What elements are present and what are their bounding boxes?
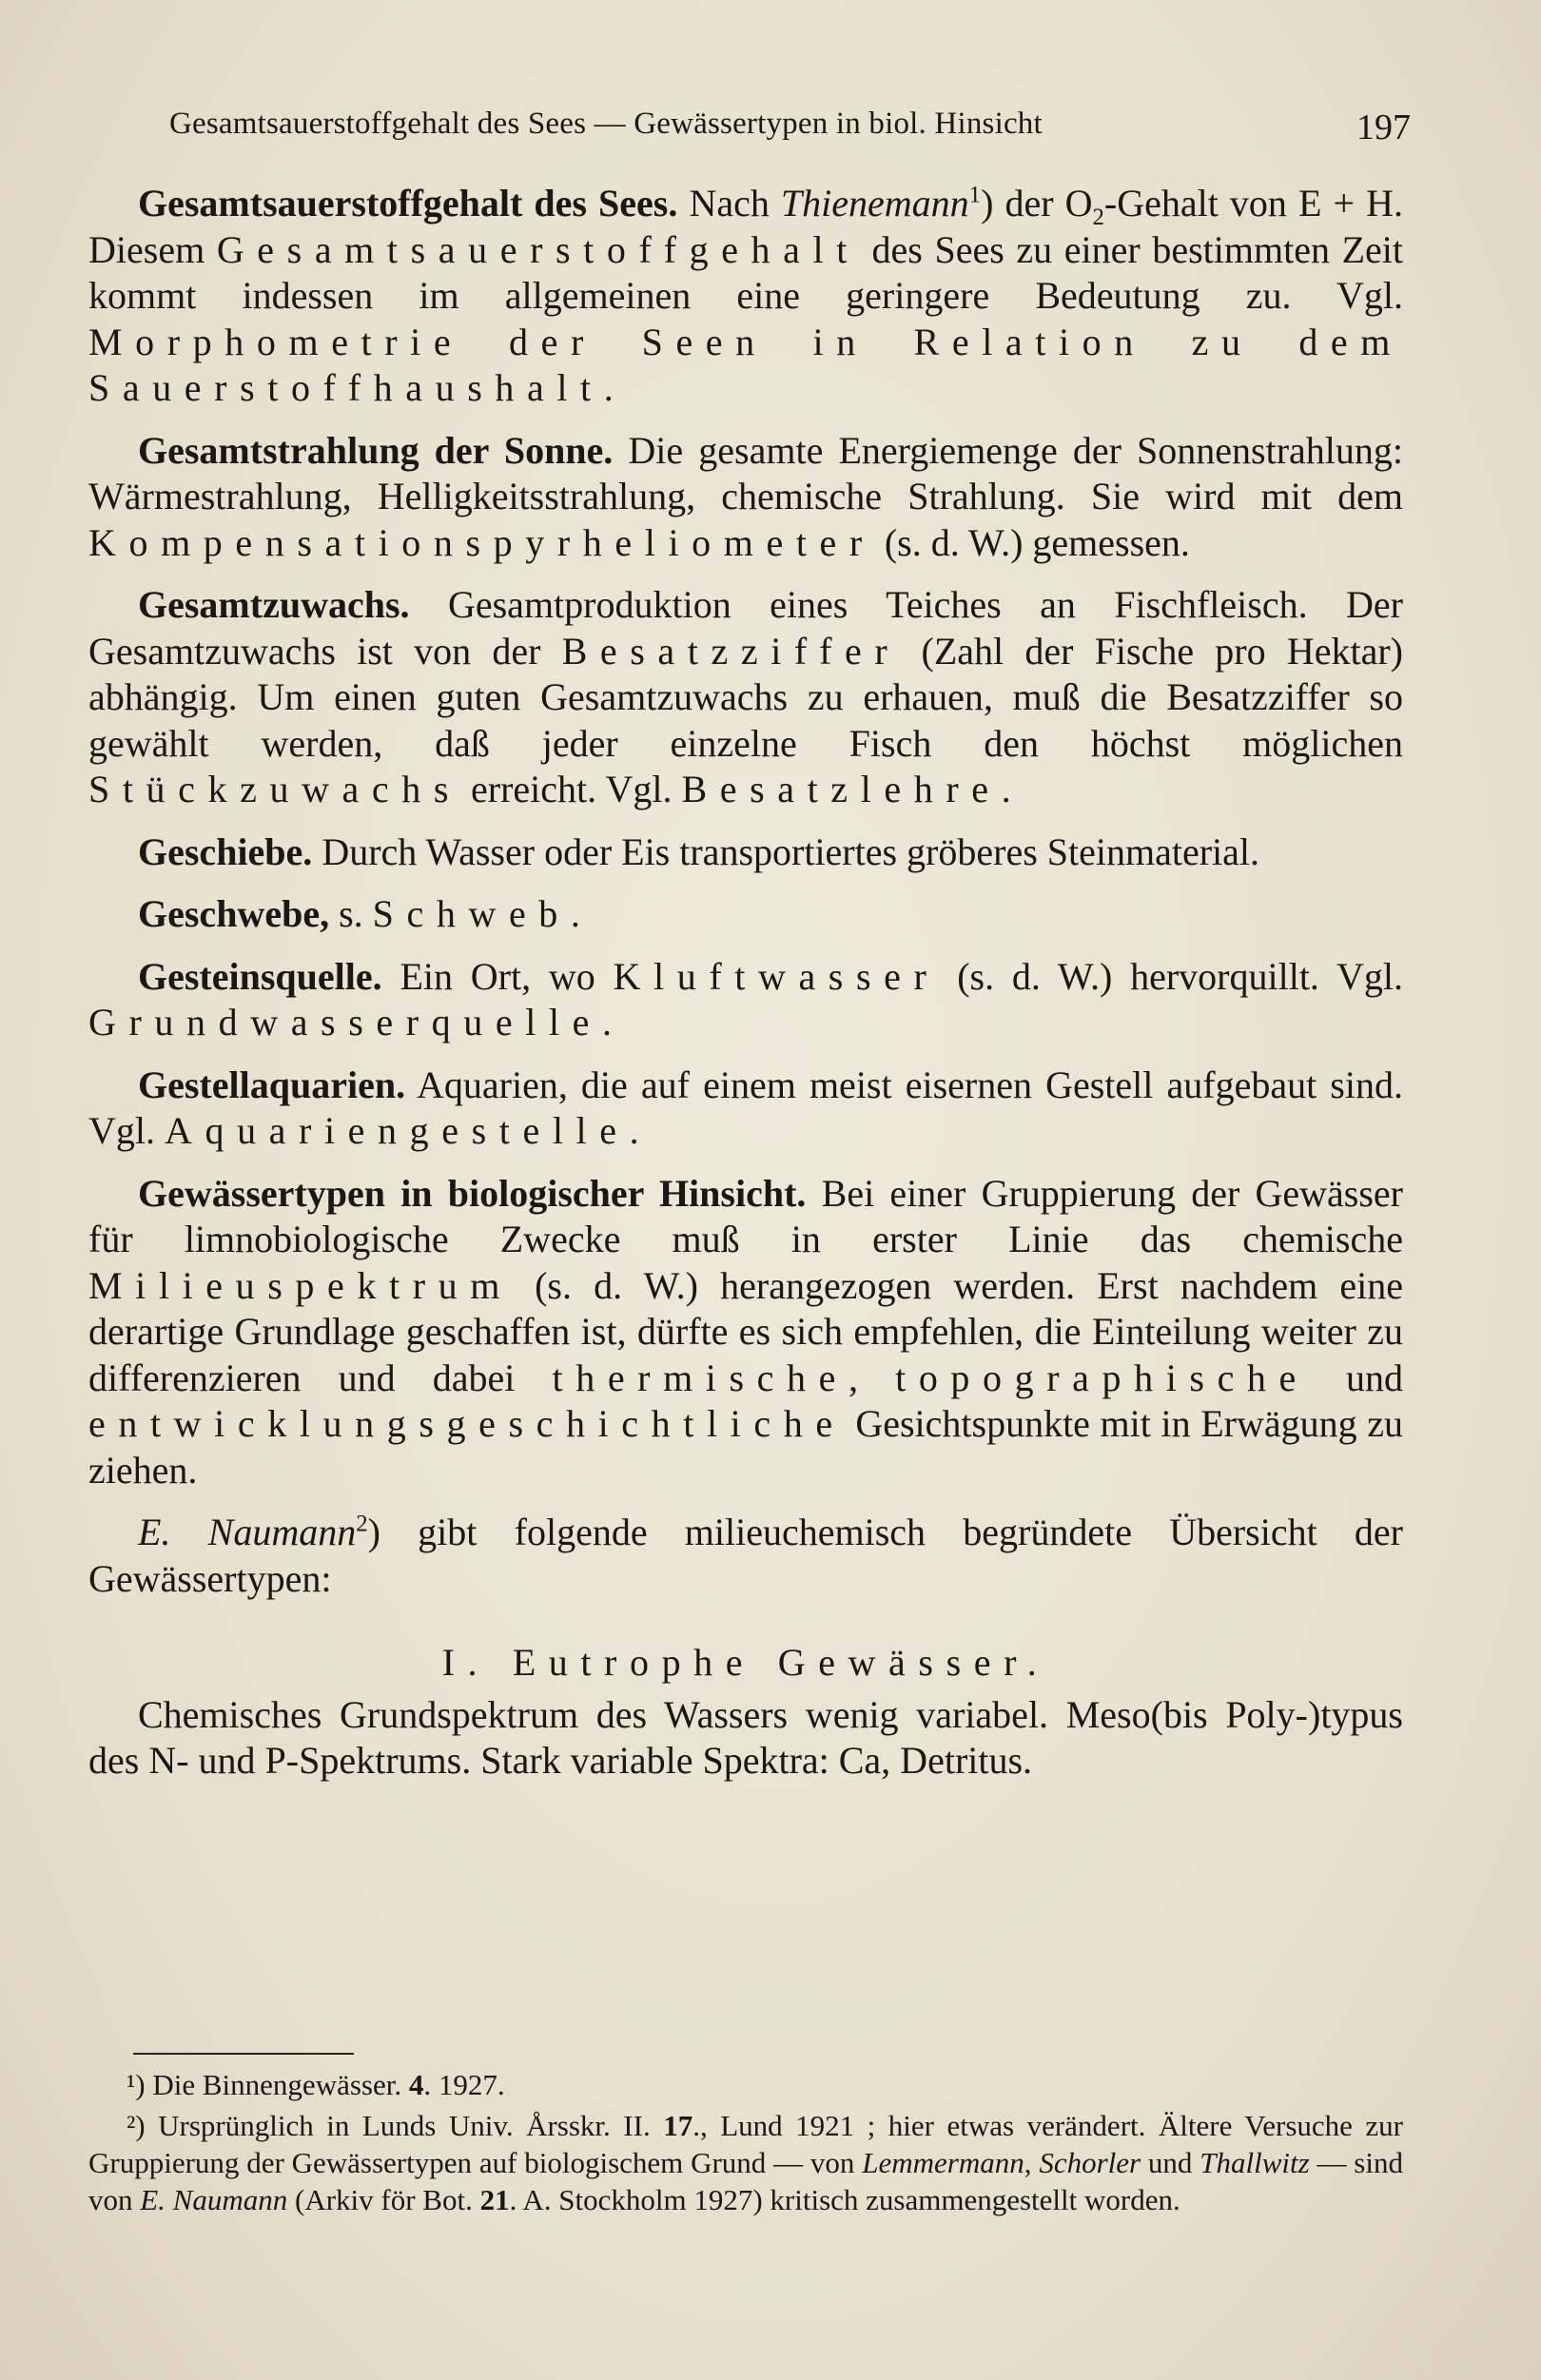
entry-text: Gesamtproduktion eines Teiches an Fischfleisch. Der Gesamtzuwachs ist von der bbox=[88, 583, 1403, 673]
volume-number: 4 bbox=[408, 2068, 424, 2101]
paragraph-naumann bbox=[88, 1510, 1403, 1602]
footnote-text: , bbox=[1024, 2146, 1040, 2179]
entry-headword: Gewässertypen in biologischer Hinsicht. bbox=[138, 1171, 807, 1215]
entry-headword: Gestellaquarien. bbox=[138, 1063, 406, 1106]
spaced-term: Schweb bbox=[372, 892, 571, 935]
spaced-term: topographische bbox=[895, 1356, 1309, 1399]
entry-headword: Geschiebe. bbox=[138, 829, 313, 873]
footnote-text: Die Binnengewässer. bbox=[145, 2068, 409, 2101]
footnote-mark: ²) bbox=[127, 2109, 146, 2142]
entry-gesamtzuwachs bbox=[88, 582, 1403, 813]
page-number: 197 bbox=[1356, 107, 1411, 147]
footnote-text: und bbox=[1141, 2146, 1200, 2179]
entry-text: , bbox=[849, 1356, 896, 1399]
entry-text: des Sees zu einer bestimmten Zeit kommt indessen im allgemeinen eine geringere Bedeutung zu. Vgl. bbox=[88, 227, 1404, 317]
entry-text: . bbox=[629, 1109, 639, 1152]
spaced-term: Milieuspektrum bbox=[88, 1263, 513, 1307]
spaced-term: Aquariengestelle bbox=[165, 1109, 630, 1152]
footnote-rule bbox=[133, 2053, 354, 2055]
spaced-term: Kompensationspyrheliometer bbox=[88, 520, 875, 564]
author-name: Schorler bbox=[1039, 2146, 1141, 2179]
footnote-ref: 2 bbox=[356, 1511, 368, 1537]
entry-text: Ein Ort, wo bbox=[381, 954, 614, 998]
entry-geschiebe bbox=[88, 829, 1403, 876]
entry-text: Nach bbox=[677, 182, 781, 224]
entry-text: (s. d. W.) hervorquillt. Vgl. bbox=[939, 954, 1403, 998]
section-heading: I. Eutrophe Gewässer. bbox=[441, 1641, 1050, 1684]
author-name: Lemmermann bbox=[862, 2146, 1024, 2179]
entry-gesteinsquelle bbox=[88, 954, 1403, 1046]
entry-text: Die gesamte Energiemenge der Sonnenstrahlung: Wärmestrahlung, Helligkeitsstrahlung, chemische Strahlung. Sie wird mit dem bbox=[88, 428, 1403, 517]
entry-text: . bbox=[1001, 768, 1011, 810]
entry-gesamtstrahlung bbox=[88, 428, 1403, 567]
spaced-term: Grundwasserquelle bbox=[88, 1001, 602, 1044]
entry-text: . bbox=[602, 1001, 612, 1044]
footnote-text: — sind von bbox=[88, 2146, 1403, 2216]
volume-number: 17 bbox=[663, 2109, 693, 2142]
author-name: E. Naumann bbox=[138, 1511, 357, 1553]
spaced-term: Stückzuwachs bbox=[88, 768, 462, 810]
footnote-ref: 1 bbox=[968, 182, 982, 208]
entry-gewaessertypen bbox=[88, 1171, 1403, 1494]
section-paragraph: Chemisches Grundspektrum des Wassers wenig variabel. Meso(bis Poly-)typus des N- und P-Spektrums. Stark variable Spektra: Ca, Detritus. bbox=[88, 1692, 1403, 1782]
entry-text: (s. d. W.) herangezogen werden. Erst nachdem eine derartige Grundlage geschaffen ist, dürfte es sich empfehlen, die Einteilung weiter zu differenzieren und dabei bbox=[88, 1263, 1403, 1399]
entry-headword: Gesamtstrahlung der Sonne. bbox=[138, 428, 614, 472]
spaced-term: Morphometrie der Seen in Relation zu dem Sauerstoffhaushalt. bbox=[88, 320, 1403, 409]
footnote-text: . A. Stockholm 1927) kritisch zusammengestellt worden. bbox=[509, 2183, 1180, 2216]
author-name: E. Naumann bbox=[140, 2183, 288, 2216]
spaced-term: Kluftwasser bbox=[613, 954, 940, 998]
entry-headword: Gesamtsauerstoffgehalt des Sees. bbox=[138, 182, 678, 224]
entry-text: -Gehalt von E + H. Diesem bbox=[88, 182, 1403, 271]
entry-text: . bbox=[570, 892, 580, 935]
entry-text: und bbox=[1308, 1356, 1403, 1399]
entry-text: Gesichtspunkte mit in Erwägung zu ziehen. bbox=[88, 1402, 1403, 1492]
footnote-mark: ¹) bbox=[127, 2068, 146, 2101]
author-name: Thallwitz bbox=[1200, 2146, 1310, 2179]
entry-headword: Geschwebe, bbox=[138, 892, 330, 935]
entry-headword: Gesamtzuwachs. bbox=[138, 583, 410, 626]
entry-text: (s. d. W.) gemessen. bbox=[874, 520, 1190, 564]
entry-text: erreicht. Vgl. bbox=[461, 768, 682, 810]
entry-gestellaquarien bbox=[88, 1063, 1403, 1155]
footnote-2 bbox=[88, 2107, 1403, 2218]
footnote-text: (Arkiv för Bot. bbox=[287, 2183, 480, 2216]
entry-gesamtsauerstoffgehalt bbox=[88, 181, 1403, 412]
spaced-term: Besatzlehre bbox=[681, 768, 1002, 810]
running-header bbox=[169, 107, 1411, 154]
footnote-text: ., Lund 1921 ; hier etwas verändert. Ältere Versuche zur Gruppierung der Gewässertypen auf biologischem Grund — von bbox=[88, 2109, 1403, 2179]
entry-geschwebe bbox=[88, 891, 1403, 938]
entry-text: ) gibt folgende milieuchemisch begründete Übersicht der Gewässertypen: bbox=[88, 1511, 1404, 1600]
page-body bbox=[88, 181, 1403, 1801]
entry-text: (Zahl der Fische pro Hektar) abhängig. Um einen guten Gesamtzuwachs zu erhauen, muß die Besatzziffer so gewählt werden, daß jeder einzelne Fisch den höchst möglichen bbox=[88, 629, 1403, 765]
spaced-term: entwicklungsgeschichtliche bbox=[88, 1402, 846, 1445]
footnote-text: . 1927. bbox=[423, 2068, 505, 2101]
volume-number: 21 bbox=[479, 2183, 510, 2216]
author-name: Thienemann bbox=[780, 182, 969, 224]
footnote-1 bbox=[88, 2066, 1403, 2103]
entry-text: ) der O bbox=[981, 182, 1093, 224]
entry-text: Bei einer Gruppierung der Gewässer für limnobiologische Zwecke muß in erster Linie das chemische bbox=[88, 1171, 1403, 1260]
footnote-text: Ursprünglich in Lunds Univ. Årsskr. II. bbox=[145, 2109, 664, 2142]
footnotes bbox=[88, 2066, 1403, 2222]
entry-text: Durch Wasser oder Eis transportiertes gröberes Steinmaterial. bbox=[312, 829, 1260, 873]
spaced-term: Besatzziffer bbox=[561, 629, 901, 673]
entry-text: Aquarien, die auf einem meist eisernen Gestell aufgebaut sind. Vgl. bbox=[88, 1063, 1403, 1152]
spaced-term: thermische bbox=[552, 1356, 849, 1399]
running-title: Gesamtsauerstoffgehalt des Sees — Gewässertypen in biol. Hinsicht bbox=[169, 107, 1043, 141]
entry-text: s. bbox=[329, 892, 373, 935]
entry-headword: Gesteinsquelle. bbox=[138, 954, 382, 998]
subscript: 2 bbox=[1092, 205, 1104, 230]
spaced-term: Gesamtsauerstoffgehalt bbox=[216, 227, 860, 271]
